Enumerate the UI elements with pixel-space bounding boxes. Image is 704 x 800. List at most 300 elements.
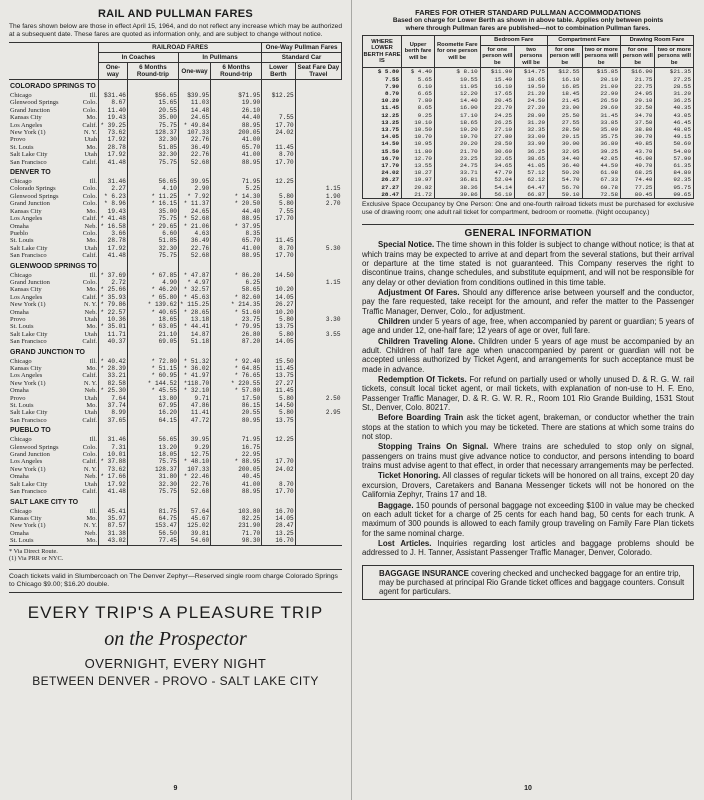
- accommodation-cell: 32.05: [548, 148, 582, 155]
- accommodation-cell: 39.70: [621, 133, 655, 140]
- destination-state: Neb.: [84, 308, 97, 316]
- destination-cell: [9, 530, 99, 537]
- section-spacer: [262, 260, 296, 272]
- baggage-insurance-head: BAGGAGE INSURANCE: [379, 568, 469, 578]
- fare-cell: 17.70: [262, 458, 296, 465]
- fare-cell: 12.25: [262, 436, 296, 443]
- fare-row: [9, 272, 342, 279]
- section-spacer: [178, 346, 210, 358]
- fare-cell: * 16.58: [100, 222, 126, 230]
- accommodation-cell: 9.25: [402, 112, 435, 119]
- fare-cell: 14.50: [262, 402, 296, 409]
- fare-cell: 1.15: [295, 185, 341, 192]
- info-paragraph-head: Before Boarding Train: [378, 413, 464, 423]
- fare-cell: 11.71: [99, 331, 128, 338]
- fare-cell: 5.80: [262, 395, 296, 402]
- accommodation-cell: 46.45: [655, 119, 694, 126]
- destination-state: Mo.: [86, 286, 97, 294]
- ad-route: BETWEEN DENVER - PROVO - SALT LAKE CITY: [32, 674, 319, 689]
- fare-cell: * 36.02: [178, 365, 210, 372]
- destination-state: N. Y.: [83, 465, 97, 473]
- fare-cell: 33.21: [99, 372, 128, 379]
- destination-state: Utah: [84, 409, 97, 417]
- bedroom-header: Bedroom Fare: [480, 36, 547, 46]
- fare-cell: * 32.57: [178, 286, 210, 293]
- destination-name: Pueblo: [10, 229, 29, 237]
- fare-cell: 5.25: [211, 185, 262, 192]
- fare-row: [9, 122, 342, 129]
- info-paragraph-head: Redemption Of Tickets.: [378, 375, 467, 385]
- accommodation-row: [363, 97, 694, 104]
- standard-car-header: Standard Car: [262, 53, 342, 63]
- destination-cell: [9, 107, 99, 114]
- fare-row: [9, 136, 342, 143]
- fare-cell: * 8.96: [99, 200, 128, 207]
- accommodation-cell: 61.35: [655, 162, 694, 169]
- fare-cell: 39.81: [178, 530, 210, 537]
- fare-cell: [295, 159, 341, 166]
- fare-cell: 8.70: [262, 481, 296, 488]
- fare-cell: 88.95: [211, 159, 262, 166]
- fare-cell: 22.76: [178, 151, 210, 158]
- fare-cell: [295, 237, 341, 244]
- fare-cell: 17.92: [99, 245, 128, 252]
- info-paragraph: [362, 501, 694, 538]
- fare-cell: 64.15: [127, 417, 178, 424]
- accommodation-cell: 12.70: [402, 155, 435, 162]
- fare-cell: 22.76: [178, 245, 210, 252]
- section-spacer: [211, 346, 262, 358]
- destination-cell: [9, 451, 99, 458]
- accommodation-cell: 20.45: [480, 97, 514, 104]
- fare-cell: [295, 338, 341, 345]
- fare-cell: * 37.88: [100, 458, 126, 466]
- fare-cell: 24.02: [262, 129, 296, 136]
- fare-cell: [262, 279, 296, 286]
- seat-fare-header: Seat Fare Day Travel: [295, 63, 341, 80]
- accommodation-cell: 13.75: [363, 126, 402, 133]
- section-header: [9, 80, 342, 93]
- destination-state: Calif.: [82, 372, 97, 380]
- destination-cell: [9, 481, 99, 488]
- accommodation-cell: 27.10: [480, 126, 514, 133]
- coach-round-trip-header: 6 Months Round-trip: [127, 63, 178, 80]
- fare-cell: 23.75: [211, 316, 262, 323]
- fare-cell: 6.25: [211, 279, 262, 286]
- destination-header: [9, 43, 99, 80]
- info-paragraph-text: For refund on partially used or wholly unused D. & R. G. W. rail tickets, consult local ticket agent, or mail tickets, with explanation of non-use to H. F. Eno, Passenger Traffic Manager, D. & R. G. W. R. R., Room 101 Rio Grande Building, 1531 Stout St., Denver, Colo. 80217.: [362, 375, 694, 413]
- fare-cell: [295, 358, 341, 365]
- accommodation-row: [363, 126, 694, 133]
- fare-cell: 5.80: [262, 409, 296, 416]
- fare-cell: 41.48: [99, 252, 128, 259]
- fare-cell: 11.40: [99, 107, 128, 114]
- fare-cell: 13.25: [262, 530, 296, 537]
- fare-cell: 16.70: [262, 508, 296, 515]
- destination-name: Salt Lake City: [10, 480, 48, 488]
- accommodation-cell: 19.20: [434, 126, 480, 133]
- page-number-left: 9: [173, 785, 178, 792]
- info-paragraph-text: Children under 5 years of age must be accompanied by an adult. Children of half fare age when unaccompanied by parent or guardian will not be accepted unless authorized by Ticket Agent, and arrangements for such acceptance must be made in advance.: [362, 336, 694, 374]
- fare-cell: 88.95: [211, 488, 262, 495]
- accommodation-cell: 27.27: [363, 184, 402, 191]
- fare-cell: 15.65: [127, 99, 178, 106]
- coach-one-way-header: One-way: [99, 63, 128, 80]
- destination-name: Kansas City: [10, 114, 42, 122]
- destination-cell: [9, 294, 99, 301]
- fare-cell: 75.75: [127, 488, 178, 495]
- fare-cell: 15.50: [262, 358, 296, 365]
- fare-cell: * 64.85: [211, 365, 262, 372]
- fare-cell: [295, 99, 341, 106]
- fare-row: [9, 294, 342, 301]
- destination-state: Mo.: [86, 365, 97, 372]
- fare-cell: * 39.25: [100, 121, 126, 129]
- accommodation-cell: 11.80: [402, 148, 435, 155]
- accommodation-row: [363, 90, 694, 97]
- destination-name: San Francisco: [10, 338, 47, 346]
- fare-row: [9, 92, 342, 99]
- fare-cell: [295, 387, 341, 394]
- accommodation-cell: 95.75: [655, 184, 694, 191]
- fare-cell: 17.70: [262, 215, 296, 222]
- accommodation-cell: 22.90: [582, 90, 620, 97]
- fare-cell: 4.63: [178, 230, 210, 237]
- section-spacer: [178, 166, 210, 178]
- destination-name: New York (1): [10, 465, 46, 473]
- destination-cell: [9, 458, 99, 465]
- fare-cell: 7.55: [262, 208, 296, 215]
- info-paragraph: [362, 442, 694, 470]
- in-pullmans-header: In Pullmans: [178, 53, 261, 63]
- fare-cell: * 144.52: [127, 380, 178, 387]
- accommodation-cell: $ 5.80: [363, 68, 402, 76]
- fare-cell: 32.30: [127, 136, 178, 143]
- fare-row: [9, 436, 342, 443]
- destination-cell: [9, 151, 99, 158]
- destination-cell: [9, 380, 99, 387]
- destination-cell: [9, 193, 99, 200]
- fare-cell: [262, 451, 296, 458]
- section-spacer: [127, 496, 178, 508]
- destination-cell: [9, 272, 99, 279]
- fare-row: [9, 530, 342, 537]
- accommodation-cell: 31.20: [515, 119, 548, 126]
- fare-cell: 73.62: [99, 466, 128, 473]
- accommodation-cell: 8.70: [363, 90, 402, 97]
- fare-row: [9, 316, 342, 323]
- fare-cell: * 11.37: [178, 200, 210, 207]
- accommodation-cell: 77.25: [621, 184, 655, 191]
- info-paragraph-head: Ticket Honoring.: [378, 471, 441, 481]
- fare-cell: 51.85: [127, 237, 178, 244]
- fare-cell: 52.68: [178, 159, 210, 166]
- fare-cell: 80.95: [211, 417, 262, 424]
- fare-cell: 1.15: [295, 279, 341, 286]
- fare-cell: 3.30: [295, 316, 341, 323]
- general-information-title: GENERAL INFORMATION: [362, 224, 694, 239]
- accommodation-cell: 20.82: [402, 184, 435, 191]
- accommodation-cell: 13.25: [363, 119, 402, 126]
- accommodation-cell: 14.40: [434, 97, 480, 104]
- fare-cell: 75.75: [127, 122, 178, 129]
- accommodation-cell: 20.10: [582, 76, 620, 83]
- fare-cell: 41.48: [99, 159, 128, 166]
- accommodation-cell: 29.60: [582, 104, 620, 111]
- roomette-header: Roomette Fare for one person will be: [434, 36, 480, 68]
- fare-cell: 107.33: [178, 129, 210, 136]
- destination-cell: [9, 395, 99, 402]
- pullman-round-trip-header: 6 Months Round-trip: [211, 63, 262, 80]
- accommodation-cell: 33.85: [582, 119, 620, 126]
- fare-cell: [295, 402, 341, 409]
- section-spacer: [295, 80, 341, 93]
- accommodation-row: [363, 140, 694, 147]
- fare-cell: 153.47: [127, 522, 178, 529]
- accommodation-row: [363, 184, 694, 191]
- fare-cell: * 11.25: [127, 193, 178, 200]
- destination-cell: [9, 358, 99, 365]
- accommodation-cell: $21.35: [655, 68, 694, 76]
- fare-row: [9, 215, 342, 222]
- accommodation-cell: 30.60: [480, 148, 514, 155]
- fare-cell: 17.50: [211, 395, 262, 402]
- destination-state: Mo.: [86, 323, 97, 331]
- section-spacer: [295, 424, 341, 436]
- fare-cell: 4.90: [127, 279, 178, 286]
- section-spacer: [262, 346, 296, 358]
- fare-cell: 31.80: [127, 473, 178, 480]
- accommodation-cell: 39.25: [582, 148, 620, 155]
- destination-name: St. Louis: [10, 143, 34, 151]
- fare-row: [9, 409, 342, 416]
- accommodation-cell: 56.19: [480, 191, 514, 199]
- fare-row: [9, 481, 342, 488]
- info-paragraph-head: Children Traveling Alone.: [378, 336, 476, 346]
- accommodation-cell: 74.40: [621, 176, 655, 183]
- destination-cell: [9, 215, 99, 222]
- accommodation-cell: 92.35: [655, 176, 694, 183]
- fare-cell: 14.48: [178, 107, 210, 114]
- fare-cell: [295, 223, 341, 230]
- destination-cell: [9, 245, 99, 252]
- footnote-direct-route: * Via Direct Route.: [9, 547, 58, 555]
- fare-cell: 17.92: [99, 151, 128, 158]
- fare-row: [9, 488, 342, 495]
- fare-row: [9, 444, 342, 451]
- fare-cell: 88.95: [211, 215, 262, 222]
- info-paragraph-head: Children: [378, 316, 411, 326]
- fare-cell: 37.74: [99, 402, 128, 409]
- bedroom-one-header: for one person will be: [480, 45, 514, 68]
- accommodation-cell: 48.05: [655, 126, 694, 133]
- info-paragraph-text: Inquiries regarding lost articles and baggage problems should be addressed to J. H. Tanner, Assistant Passenger Traffic Manager, Denver, Colorado.: [362, 538, 694, 558]
- fare-cell: 125.02: [178, 522, 210, 529]
- accommodation-cell: 10.95: [402, 140, 435, 147]
- destination-state: Utah: [84, 315, 97, 323]
- section-header: [9, 496, 342, 508]
- destination-state: Utah: [84, 136, 97, 144]
- fare-cell: [295, 272, 341, 279]
- destination-cell: [9, 144, 99, 151]
- fare-cell: * 92.40: [211, 358, 262, 365]
- destination-cell: [9, 338, 99, 345]
- fare-cell: [295, 114, 341, 121]
- fare-row: [9, 193, 342, 200]
- destination-cell: [9, 409, 99, 416]
- destination-state: Ill.: [89, 507, 97, 515]
- destination-name: Omaha: [10, 308, 29, 316]
- accommodations-table: [362, 35, 694, 199]
- accommodation-cell: 41.05: [515, 162, 548, 169]
- drawing-one-header: for one person will be: [621, 45, 655, 68]
- general-information-body: [362, 240, 694, 557]
- destination-state: Colo.: [82, 192, 97, 200]
- fare-cell: 75.75: [127, 252, 178, 259]
- fare-cell: 5.80: [262, 200, 296, 207]
- accommodation-cell: 10.55: [434, 76, 480, 83]
- section-spacer: [262, 424, 296, 436]
- accommodation-cell: 26.25: [480, 119, 514, 126]
- fare-row: [9, 372, 342, 379]
- accommodation-cell: 31.45: [582, 112, 620, 119]
- accommodation-cell: 47.79: [480, 169, 514, 176]
- accommodation-cell: 22.75: [621, 83, 655, 90]
- fare-cell: 7.64: [99, 395, 128, 402]
- destination-cell: [9, 122, 99, 129]
- fare-cell: 1.90: [295, 193, 341, 200]
- fare-cell: * 29.65: [127, 223, 178, 230]
- fare-cell: 11.45: [262, 387, 296, 394]
- fare-cell: 17.70: [262, 122, 296, 129]
- section-spacer: [211, 166, 262, 178]
- destination-state: N. Y.: [83, 379, 97, 387]
- accommodation-cell: 66.87: [515, 191, 548, 199]
- fare-cell: 98.30: [211, 537, 262, 545]
- fare-cell: 32.30: [127, 245, 178, 252]
- fare-row: [9, 358, 342, 365]
- destination-name: Chicago: [10, 271, 32, 279]
- fare-cell: 16.70: [262, 537, 296, 545]
- accommodation-cell: 24.95: [621, 90, 655, 97]
- accommodation-cell: 17.10: [434, 112, 480, 119]
- fare-cell: 31.38: [99, 530, 128, 537]
- section-title: DENVER TO: [10, 169, 51, 177]
- section-spacer: [178, 496, 210, 508]
- destination-name: Salt Lake City: [10, 330, 48, 338]
- accommodation-cell: 32.50: [621, 104, 655, 111]
- destination-state: Colo.: [82, 185, 97, 193]
- page-10: [352, 0, 704, 800]
- destination-state: Utah: [84, 330, 97, 338]
- accommodation-cell: 84.80: [655, 169, 694, 176]
- fare-cell: 8.35: [211, 230, 262, 237]
- destination-state: Utah: [84, 151, 97, 159]
- destination-cell: [9, 436, 99, 443]
- compartment-header: Compartment Fare: [548, 36, 621, 46]
- fare-cell: [295, 208, 341, 215]
- fare-cell: [295, 144, 341, 151]
- fare-cell: 26.27: [262, 301, 296, 308]
- fare-cell: * 44.41: [178, 323, 210, 330]
- destination-name: Glenwood Springs: [10, 192, 59, 200]
- fare-cell: 128.37: [127, 129, 178, 136]
- fare-cell: 28.78: [99, 144, 128, 151]
- accommodation-cell: 28.47: [363, 191, 402, 199]
- accommodation-cell: 19.50: [515, 83, 548, 90]
- fare-cell: 56.65: [127, 178, 178, 185]
- section-spacer: [127, 424, 178, 436]
- destination-state: Ill.: [89, 357, 97, 365]
- fare-cell: 87.20: [211, 338, 262, 345]
- fare-cell: 31.46: [99, 178, 128, 185]
- compartment-two-header: two or more persons will be: [582, 45, 620, 68]
- fare-row: [9, 279, 342, 286]
- fare-cell: [295, 515, 341, 522]
- accommodation-cell: 26.27: [363, 176, 402, 183]
- ad-schedule: OVERNIGHT, EVERY NIGHT: [84, 656, 267, 672]
- fare-cell: [295, 451, 341, 458]
- fare-cell: $31.46: [99, 92, 128, 99]
- fare-cell: 71.70: [211, 530, 262, 537]
- fare-cell: [262, 473, 296, 480]
- fare-cell: 82.25: [211, 515, 262, 522]
- accommodation-cell: 36.81: [434, 176, 480, 183]
- accommodation-cell: 27.25: [655, 76, 694, 83]
- fare-row: [9, 338, 342, 345]
- fare-cell: * 48.10: [178, 458, 210, 465]
- accommodation-cell: 57.90: [655, 155, 694, 162]
- destination-cell: [9, 508, 99, 515]
- fare-cell: 7.31: [99, 444, 128, 451]
- fare-cell: [295, 136, 341, 143]
- fare-cell: [295, 286, 341, 293]
- fare-cell: 128.37: [127, 466, 178, 473]
- destination-name: Chicago: [10, 357, 32, 365]
- fare-cell: 10.01: [99, 451, 128, 458]
- fare-cell: 35.00: [127, 208, 178, 215]
- fare-cell: 10.36: [99, 316, 128, 323]
- fare-cell: 2.95: [295, 409, 341, 416]
- rail-fares-table: [9, 42, 342, 546]
- in-coaches-header: In Coaches: [99, 53, 179, 63]
- fare-cell: * 37.69: [100, 271, 126, 279]
- accommodation-cell: 24.02: [363, 169, 402, 176]
- lower-berth-header: Lower Berth: [262, 63, 296, 80]
- fare-row: [9, 208, 342, 215]
- destination-state: Ill.: [89, 436, 97, 444]
- accommodation-cell: 33.90: [515, 140, 548, 147]
- destination-state: Colo.: [82, 106, 97, 114]
- fare-row: [9, 395, 342, 402]
- fare-cell: * 46.20: [127, 286, 178, 293]
- fare-cell: 8.70: [262, 245, 296, 252]
- fare-row: [9, 286, 342, 293]
- accommodation-cell: 34.65: [480, 162, 514, 169]
- section-spacer: [295, 260, 341, 272]
- destination-state: Mo.: [86, 114, 97, 122]
- accommodation-cell: 34.70: [621, 112, 655, 119]
- accommodation-cell: 18.45: [548, 90, 582, 97]
- destination-state: Mo.: [86, 143, 97, 151]
- accommodation-cell: $12.55: [548, 68, 582, 76]
- fare-row: [9, 185, 342, 192]
- fare-cell: [295, 107, 341, 114]
- destination-cell: [9, 417, 99, 424]
- fares-body: [9, 80, 342, 546]
- accommodation-cell: $ 4.40: [402, 68, 435, 76]
- fare-cell: 13.20: [127, 444, 178, 451]
